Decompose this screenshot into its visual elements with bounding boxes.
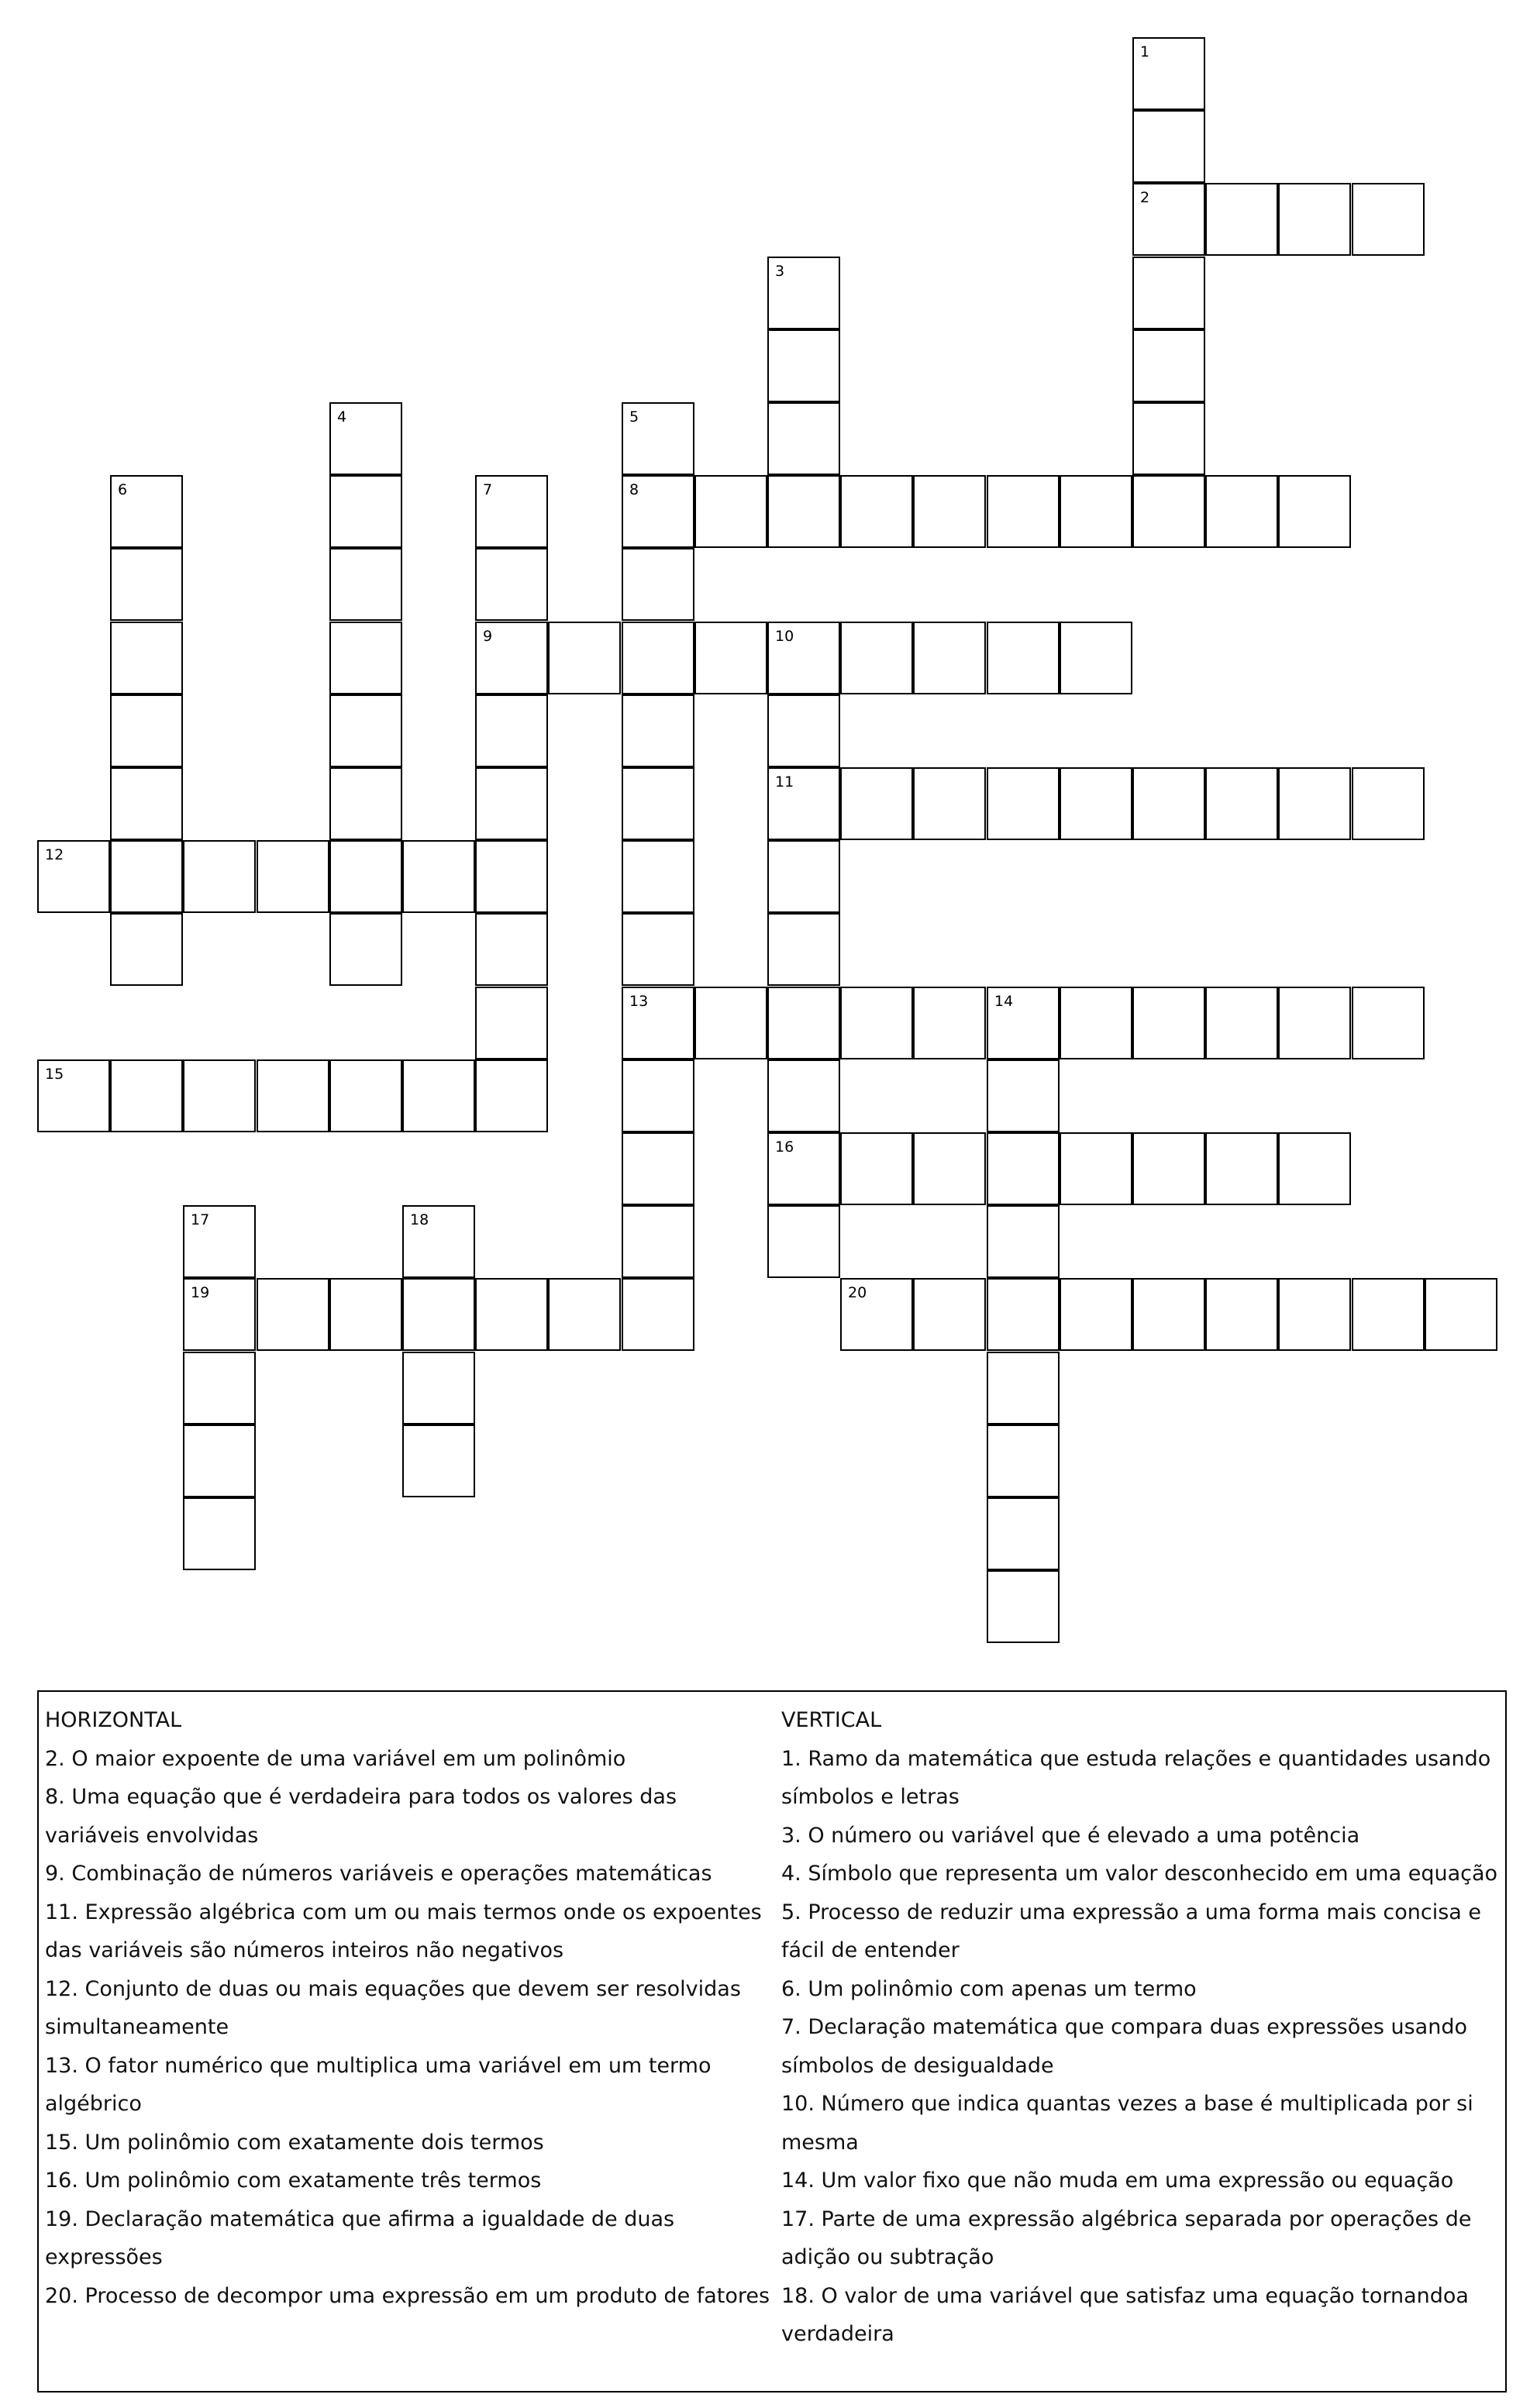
clue-item: 19. Declaração matemática que afirma a igualdade de duas expressões [45, 2206, 675, 2269]
crossword-cell[interactable] [1352, 987, 1425, 1059]
clue-number: 7 [483, 481, 493, 498]
horizontal-clues-list [45, 1740, 774, 2316]
clue-number: 16 [775, 1139, 794, 1156]
vertical-clues-column [781, 1701, 1502, 2354]
clue-item: 9. Combinação de números variáveis e operações matemáticas [45, 1862, 712, 1886]
clue-item: 7. Declaração matemática que compara duas expressões usando símbolos de desigualdade [781, 2015, 1467, 2078]
crossword-cell[interactable] [329, 402, 402, 475]
vertical-clues-title: VERTICAL [781, 1708, 882, 1732]
crossword-cell[interactable] [37, 840, 110, 913]
crossword-cell[interactable] [622, 987, 694, 1059]
crossword-cell[interactable] [1132, 1132, 1205, 1205]
crossword-cell[interactable] [622, 475, 694, 548]
clue-item: 18. O valor de uma variável que satisfaz uma equação tornandoa verdadeira [781, 2283, 1469, 2346]
crossword-cell[interactable] [622, 402, 694, 475]
crossword-cell[interactable] [622, 1059, 694, 1132]
crossword-cell[interactable] [1060, 1278, 1132, 1351]
crossword-cell[interactable] [37, 1059, 110, 1132]
clue-item: 20. Processo de decompor uma expressão em um produto de fatores [45, 2283, 770, 2308]
crossword-cell[interactable] [987, 767, 1060, 840]
crossword-cell[interactable] [767, 1059, 840, 1132]
clue-item: 17. Parte de uma expressão algébrica separada por operações de adição ou subtração [781, 2206, 1472, 2269]
clue-number: 5 [629, 408, 639, 425]
crossword-cell[interactable] [329, 913, 402, 986]
crossword-cell[interactable] [913, 767, 986, 840]
clue-number: 9 [483, 628, 493, 645]
clue-number: 12 [45, 846, 64, 863]
crossword-cell[interactable] [987, 622, 1060, 694]
clue-number: 2 [1140, 189, 1150, 206]
crossword-cell[interactable] [767, 329, 840, 402]
crossword-cell[interactable] [622, 694, 694, 767]
crossword-cell[interactable] [987, 1352, 1060, 1424]
crossword-cell[interactable] [913, 622, 986, 694]
crossword-cell[interactable] [110, 694, 183, 767]
crossword-cell[interactable] [475, 767, 548, 840]
crossword-cell[interactable] [767, 987, 840, 1059]
crossword-cell[interactable] [402, 1424, 475, 1497]
crossword-cell[interactable] [1132, 329, 1205, 402]
crossword-cell[interactable] [402, 840, 475, 913]
clue-number: 1 [1140, 43, 1150, 60]
clue-number: 10 [775, 628, 794, 645]
crossword-cell[interactable] [622, 1205, 694, 1278]
crossword-cell[interactable] [475, 1059, 548, 1132]
clue-item: 12. Conjunto de duas ou mais equações que devem ser resolvidas simultaneamente [45, 1976, 741, 2039]
crossword-cell[interactable] [1060, 987, 1132, 1059]
crossword-cell[interactable] [110, 622, 183, 694]
crossword-cell[interactable] [1278, 1132, 1351, 1205]
crossword-cell[interactable] [767, 840, 840, 913]
clue-item: 2. O maior expoente de uma variável em um polinômio [45, 1746, 626, 1771]
crossword-cell[interactable] [475, 475, 548, 548]
crossword-cell[interactable] [987, 1059, 1060, 1132]
crossword-cell[interactable] [987, 1424, 1060, 1497]
crossword-cell[interactable] [257, 1059, 329, 1132]
crossword-cell[interactable] [987, 475, 1060, 548]
crossword-cell[interactable] [1132, 110, 1205, 183]
crossword-cell[interactable] [622, 840, 694, 913]
crossword-cell[interactable] [183, 840, 256, 913]
crossword-cell[interactable] [475, 913, 548, 986]
crossword-cell[interactable] [767, 622, 840, 694]
crossword-cell[interactable] [987, 1278, 1060, 1351]
crossword-cell[interactable] [987, 987, 1060, 1059]
crossword-cell[interactable] [767, 475, 840, 548]
crossword-cell[interactable] [329, 840, 402, 913]
crossword-cell[interactable] [987, 1497, 1060, 1570]
crossword-cell[interactable] [622, 548, 694, 621]
clue-number: 17 [191, 1211, 210, 1228]
horizontal-clues-column [45, 1701, 774, 2315]
crossword-cell[interactable] [183, 1205, 256, 1278]
crossword-cell[interactable] [1132, 37, 1205, 110]
crossword-cell[interactable] [1278, 475, 1351, 548]
clue-number: 6 [118, 481, 128, 498]
crossword-cell[interactable] [475, 622, 548, 694]
crossword-cell[interactable] [329, 548, 402, 621]
clue-item: 4. Símbolo que representa um valor desconhecido em uma equação [781, 1862, 1498, 1886]
crossword-cell[interactable] [329, 694, 402, 767]
vertical-clues-list [781, 1740, 1502, 2354]
crossword-cell[interactable] [402, 1059, 475, 1132]
clue-item: 13. O fator numérico que multiplica uma variável em um termo algébrico [45, 2053, 712, 2116]
crossword-cell[interactable] [257, 840, 329, 913]
crossword-cell[interactable] [110, 913, 183, 986]
crossword-cell[interactable] [840, 1278, 913, 1351]
crossword-cell[interactable] [402, 1352, 475, 1424]
crossword-cell[interactable] [110, 767, 183, 840]
crossword-cell[interactable] [694, 475, 767, 548]
crossword-cell[interactable] [183, 1497, 256, 1570]
crossword-cell[interactable] [548, 1278, 621, 1351]
crossword-cell[interactable] [1132, 402, 1205, 475]
crossword-cell[interactable] [110, 840, 183, 913]
clue-number: 14 [994, 993, 1014, 1010]
crossword-cell[interactable] [913, 987, 986, 1059]
clue-item: 11. Expressão algébrica com um ou mais termos onde os expoentes das variáveis são números inteiros não negativos [45, 1900, 762, 1962]
crossword-cell[interactable] [622, 767, 694, 840]
crossword-cell[interactable] [767, 1205, 840, 1278]
crossword-cell[interactable] [257, 1278, 329, 1351]
crossword-cell[interactable] [1278, 767, 1351, 840]
crossword-cell[interactable] [1352, 767, 1425, 840]
crossword-cell[interactable] [767, 767, 840, 840]
crossword-cell[interactable] [329, 475, 402, 548]
crossword-cell[interactable] [1205, 987, 1278, 1059]
crossword-cell[interactable] [840, 767, 913, 840]
crossword-cell[interactable] [767, 1132, 840, 1205]
clue-item: 8. Uma equação que é verdadeira para todos os valores das variáveis envolvidas [45, 1785, 677, 1848]
crossword-cell[interactable] [1425, 1278, 1497, 1351]
clue-number: 19 [191, 1284, 210, 1301]
clue-number: 4 [337, 408, 347, 425]
crossword-cell[interactable] [1205, 1132, 1278, 1205]
crossword-cell[interactable] [1352, 183, 1425, 256]
crossword-cell[interactable] [1060, 767, 1132, 840]
clue-item: 3. O número ou variável que é elevado a uma potência [781, 1823, 1360, 1848]
crossword-cell[interactable] [475, 840, 548, 913]
horizontal-clues-title: HORIZONTAL [45, 1708, 182, 1732]
crossword-cell[interactable] [694, 987, 767, 1059]
clue-number: 3 [775, 263, 785, 280]
crossword-cell[interactable] [913, 1132, 986, 1205]
crossword-cell[interactable] [1278, 987, 1351, 1059]
clue-number: 18 [410, 1211, 429, 1228]
clue-number: 8 [629, 481, 639, 498]
clue-number: 13 [629, 993, 649, 1010]
crossword-cell[interactable] [402, 1205, 475, 1278]
crossword-cell[interactable] [475, 548, 548, 621]
crossword-cell[interactable] [987, 1132, 1060, 1205]
crossword-cell[interactable] [1205, 475, 1278, 548]
crossword-cell[interactable] [1205, 1278, 1278, 1351]
crossword-cell[interactable] [622, 913, 694, 986]
crossword-cell[interactable] [1132, 987, 1205, 1059]
crossword-cell[interactable] [1278, 1278, 1351, 1351]
crossword-cell[interactable] [767, 694, 840, 767]
crossword-cell[interactable] [1132, 183, 1205, 256]
crossword-cell[interactable] [1278, 183, 1351, 256]
crossword-cell[interactable] [183, 1278, 256, 1351]
clue-number: 11 [775, 773, 794, 791]
crossword-cell[interactable] [329, 767, 402, 840]
crossword-cell[interactable] [1205, 767, 1278, 840]
clue-number: 15 [45, 1066, 64, 1083]
crossword-cell[interactable] [1205, 183, 1278, 256]
crossword-cell[interactable] [694, 622, 767, 694]
crossword-cell[interactable] [475, 694, 548, 767]
crossword-cell[interactable] [183, 1424, 256, 1497]
clue-item: 6. Um polinômio com apenas um termo [781, 1976, 1197, 2001]
clue-item: 15. Um polinômio com exatamente dois termos [45, 2130, 544, 2155]
crossword-cell[interactable] [767, 913, 840, 986]
crossword-cell[interactable] [840, 622, 913, 694]
crossword-cell[interactable] [183, 1352, 256, 1424]
crossword-cell[interactable] [402, 1278, 475, 1351]
crossword-cell[interactable] [475, 987, 548, 1059]
crossword-cell[interactable] [110, 475, 183, 548]
crossword-cell[interactable] [1060, 475, 1132, 548]
clue-item: 1. Ramo da matemática que estuda relações e quantidades usando símbolos e letras [781, 1746, 1491, 1809]
crossword-cell[interactable] [913, 1278, 986, 1351]
crossword-cell[interactable] [767, 402, 840, 475]
crossword-cell[interactable] [840, 987, 913, 1059]
crossword-cell[interactable] [622, 1278, 694, 1351]
crossword-cell[interactable] [622, 1132, 694, 1205]
crossword-cell[interactable] [1352, 1278, 1425, 1351]
crossword-cell[interactable] [1132, 1278, 1205, 1351]
crossword-cell[interactable] [1132, 257, 1205, 329]
crossword-cell[interactable] [913, 475, 986, 548]
crossword-cell[interactable] [183, 1059, 256, 1132]
crossword-cell[interactable] [987, 1205, 1060, 1278]
clues-box [37, 1690, 1507, 2392]
crossword-cell[interactable] [987, 1570, 1060, 1643]
crossword-cell[interactable] [622, 622, 694, 694]
clue-item: 14. Um valor fixo que não muda em uma expressão ou equação [781, 2169, 1454, 2193]
crossword-cell[interactable] [329, 1278, 402, 1351]
crossword-cell[interactable] [110, 548, 183, 621]
crossword-cell[interactable] [110, 1059, 183, 1132]
crossword-cell[interactable] [1132, 475, 1205, 548]
crossword-cell[interactable] [1132, 767, 1205, 840]
crossword-cell[interactable] [840, 475, 913, 548]
clue-item: 16. Um polinômio com exatamente três termos [45, 2169, 542, 2193]
crossword-cell[interactable] [840, 1132, 913, 1205]
crossword-cell[interactable] [1060, 1132, 1132, 1205]
clue-number: 20 [848, 1284, 867, 1301]
clue-item: 5. Processo de reduzir uma expressão a uma forma mais concisa e fácil de entender [781, 1900, 1481, 1962]
crossword-cell[interactable] [329, 622, 402, 694]
crossword-cell[interactable] [1060, 622, 1132, 694]
crossword-cell[interactable] [548, 622, 621, 694]
crossword-cell[interactable] [767, 257, 840, 329]
crossword-cell[interactable] [329, 1059, 402, 1132]
crossword-cell[interactable] [475, 1278, 548, 1351]
clue-item: 10. Número que indica quantas vezes a base é multiplicada por si mesma [781, 2092, 1473, 2155]
